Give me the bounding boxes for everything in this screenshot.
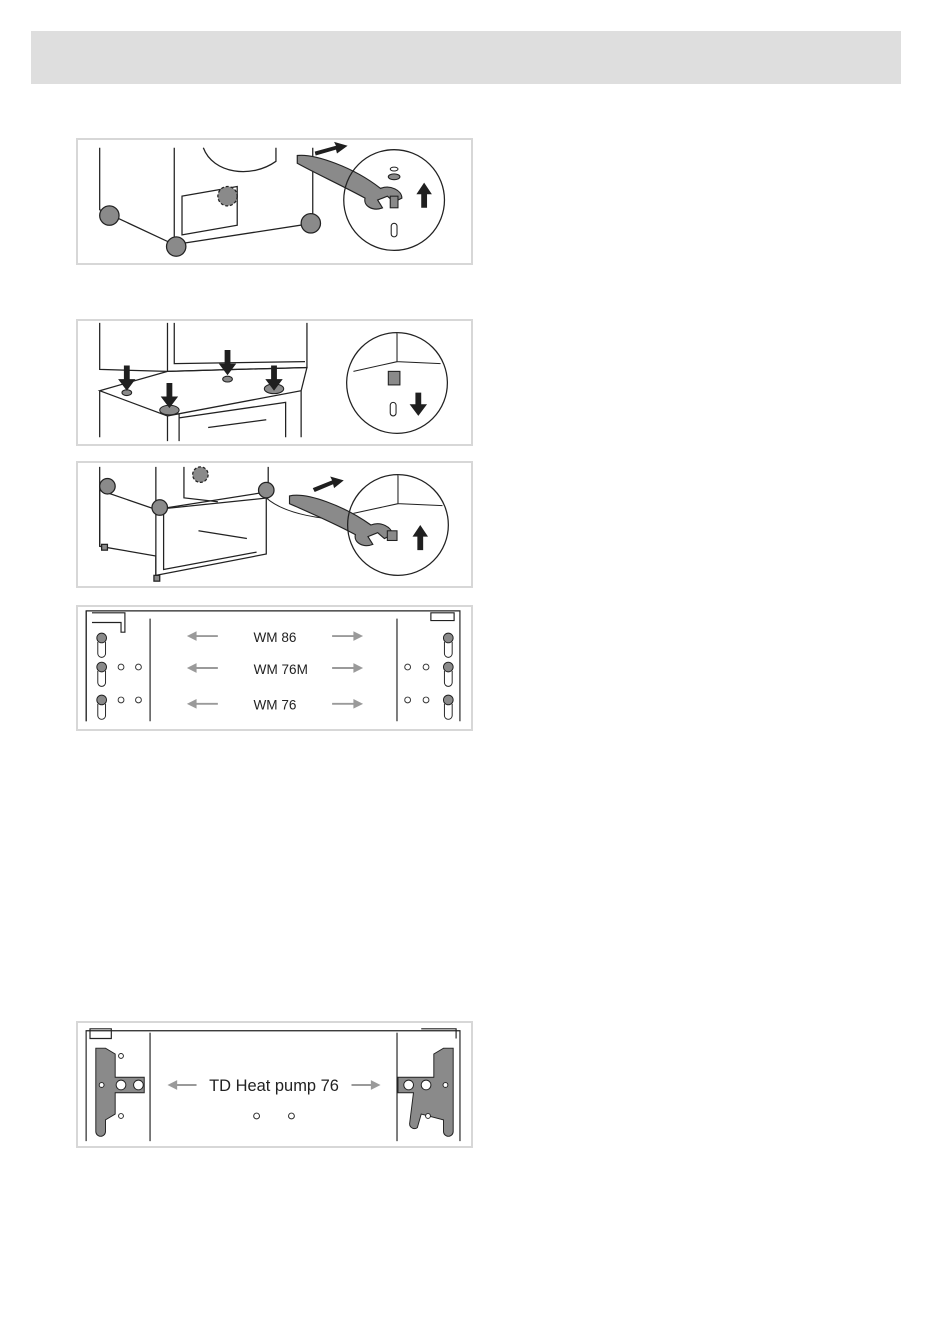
arrow-down-icon <box>161 383 178 408</box>
wm86-label: WM 86 <box>253 629 297 645</box>
figure-place-on-plinth <box>76 319 473 446</box>
figure-td-position <box>76 1021 473 1148</box>
wm76m-label: WM 76M <box>253 661 308 677</box>
remove-feet-illustration <box>78 140 471 263</box>
td-position-diagram <box>78 1023 471 1146</box>
figure-remove-feet <box>76 138 473 265</box>
arrow-right-icon <box>315 142 348 156</box>
wrench-icon <box>290 495 393 545</box>
foot-icon <box>193 467 208 482</box>
foot-icon <box>167 237 186 256</box>
bracket-right <box>398 1048 453 1136</box>
arrow-right-icon <box>313 477 344 492</box>
wm-positions-diagram <box>78 607 471 729</box>
washer-machine-icon <box>100 148 313 255</box>
tighten-feet-illustration <box>78 463 471 586</box>
figure-wm-positions <box>76 605 473 731</box>
header-band <box>31 31 901 84</box>
foot-icon <box>152 500 167 515</box>
foot-icon <box>100 206 119 225</box>
foot-icon <box>301 214 320 233</box>
foot-icon <box>100 478 115 493</box>
wm76-label: WM 76 <box>253 697 297 713</box>
figure-tighten-feet <box>76 461 473 588</box>
bracket-left <box>96 1048 144 1136</box>
arrow-up-icon <box>416 183 431 208</box>
foot-icon <box>259 482 274 497</box>
arrow-up-icon <box>413 525 428 550</box>
arrow-down-icon <box>118 366 135 391</box>
machine-icon <box>100 323 307 371</box>
plinth-icon <box>100 490 267 575</box>
place-on-plinth-illustration <box>78 321 471 444</box>
arrow-down-icon <box>410 393 427 416</box>
foot-icon <box>218 186 237 205</box>
td-heat-pump-label: TD Heat pump 76 <box>209 1076 339 1095</box>
